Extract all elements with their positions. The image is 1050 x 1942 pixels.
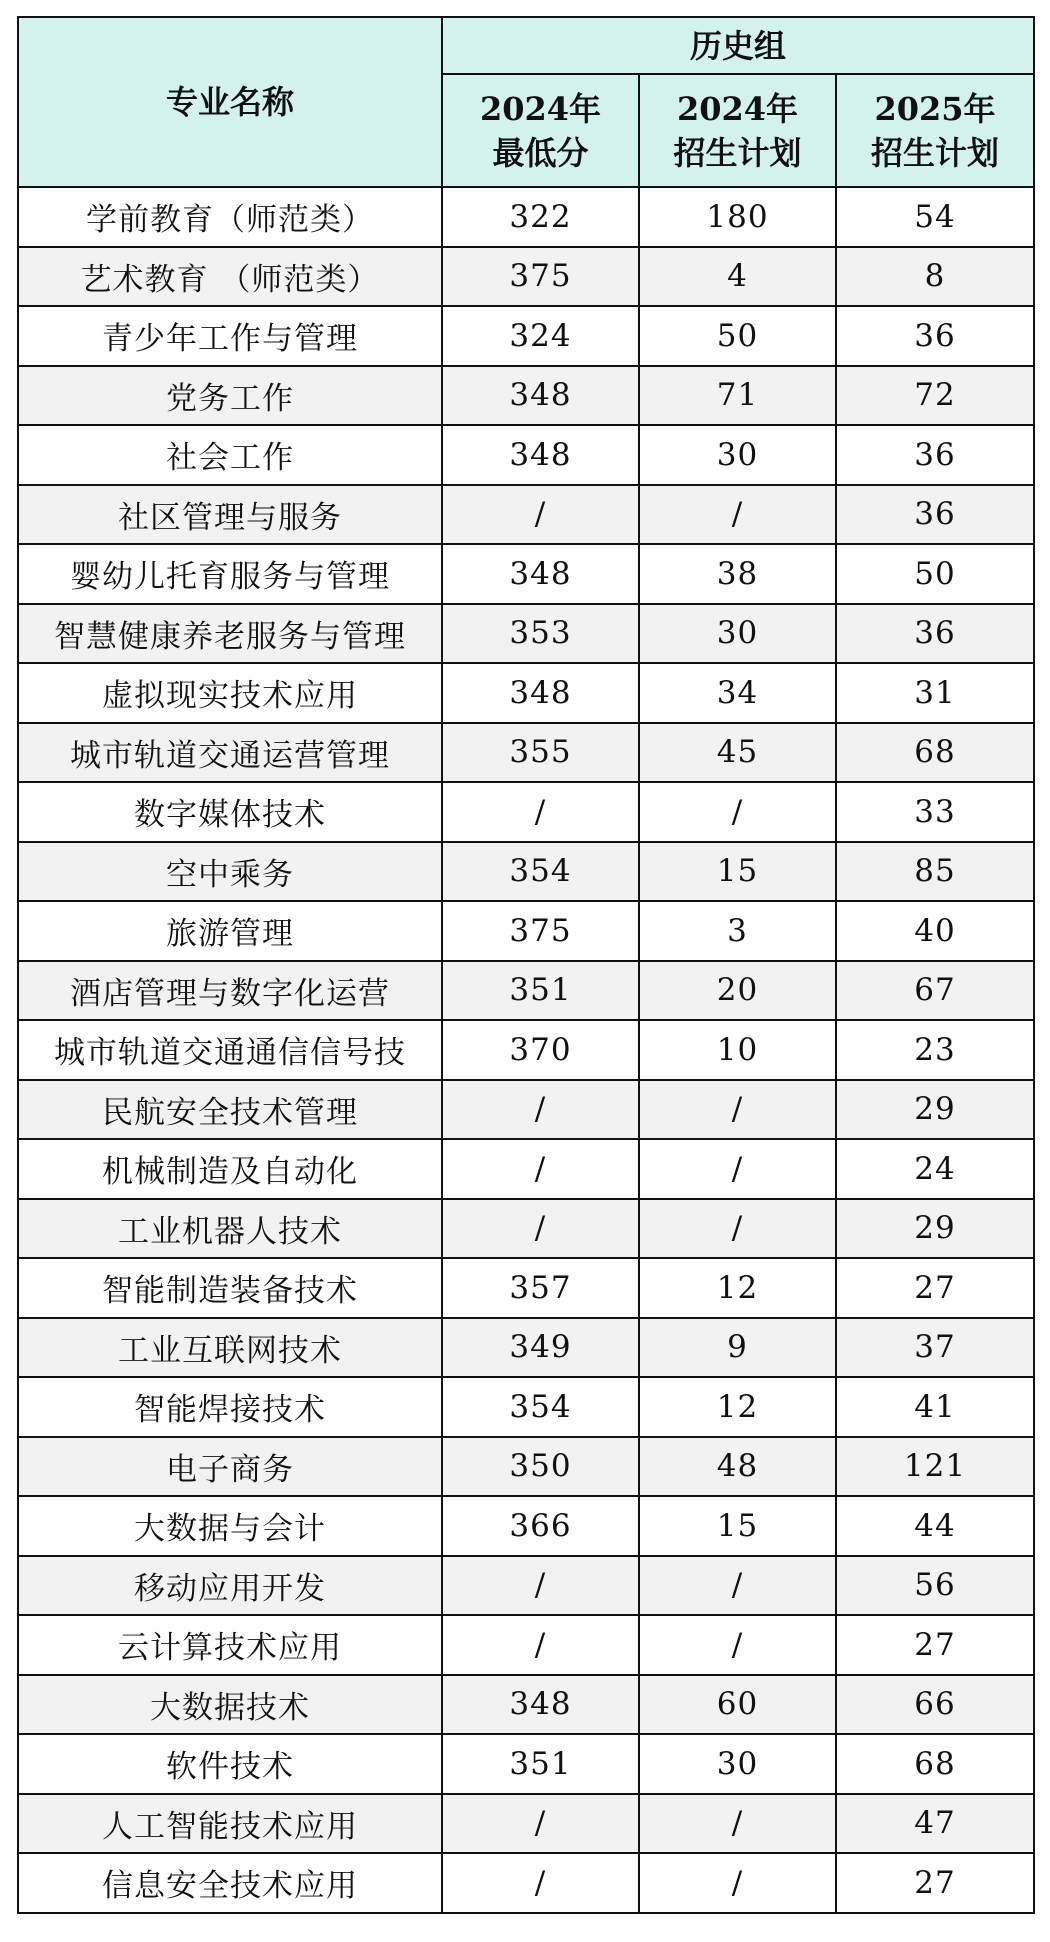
table-row (18, 1615, 1034, 1675)
table-row (18, 485, 1034, 545)
plan-2024-cell: / (639, 1139, 836, 1199)
min-score-2024-cell: / (442, 1556, 639, 1616)
major-name-cell: 虚拟现实技术应用 (18, 663, 442, 723)
min-score-2024-cell: 375 (442, 247, 639, 307)
table-row (18, 1258, 1034, 1318)
major-name-cell: 酒店管理与数字化运营 (18, 961, 442, 1021)
major-name-cell: 工业互联网技术 (18, 1318, 442, 1378)
major-name-cell: 青少年工作与管理 (18, 306, 442, 366)
table-row (18, 187, 1034, 247)
table-row (18, 1199, 1034, 1259)
plan-2025-cell: 36 (836, 485, 1034, 545)
min-score-2024-cell: 348 (442, 1675, 639, 1735)
plan-2025-cell: 29 (836, 1199, 1034, 1259)
table-row (18, 604, 1034, 664)
plan-2025-cell: 36 (836, 604, 1034, 664)
plan-2025-cell: 66 (836, 1675, 1034, 1735)
plan-2025-cell: 36 (836, 425, 1034, 485)
plan-2024-cell: 50 (639, 306, 836, 366)
plan-2024-cell: / (639, 1794, 836, 1854)
major-name-cell: 艺术教育 （师范类） (18, 247, 442, 307)
plan-2024-cell: 10 (639, 1020, 836, 1080)
min-score-2024-cell: / (442, 1615, 639, 1675)
min-score-2024-cell: 324 (442, 306, 639, 366)
header-line: 2024年 (479, 89, 602, 128)
table-row (18, 663, 1034, 723)
plan-2024-cell: 45 (639, 723, 836, 783)
plan-2025-cell: 121 (836, 1437, 1034, 1497)
major-name-cell: 城市轨道交通通信信号技 (18, 1020, 442, 1080)
table-row (18, 901, 1034, 961)
table-row (18, 306, 1034, 366)
plan-2025-cell: 8 (836, 247, 1034, 307)
table-row (18, 1020, 1034, 1080)
plan-2025-cell: 72 (836, 366, 1034, 426)
plan-2024-cell: 15 (639, 1496, 836, 1556)
table-body (18, 187, 1034, 1913)
min-score-2024-cell: 353 (442, 604, 639, 664)
table-row (18, 723, 1034, 783)
plan-2024-cell: 12 (639, 1377, 836, 1437)
plan-2025-cell: 27 (836, 1615, 1034, 1675)
major-name-cell: 社区管理与服务 (18, 485, 442, 545)
major-name-cell: 云计算技术应用 (18, 1615, 442, 1675)
history-group-header: 历史组 (442, 17, 1034, 74)
header-line: 2024年 (676, 89, 799, 128)
min-score-2024-cell: / (442, 485, 639, 545)
plan-2025-cell: 36 (836, 306, 1034, 366)
major-name-cell: 社会工作 (18, 425, 442, 485)
min-score-2024-cell: 351 (442, 961, 639, 1021)
min-score-2024-cell: 348 (442, 663, 639, 723)
plan-2025-cell: 23 (836, 1020, 1034, 1080)
min-score-2024-cell: 355 (442, 723, 639, 783)
table-row (18, 1080, 1034, 1140)
major-name-cell: 空中乘务 (18, 842, 442, 902)
plan-2025-cell: 37 (836, 1318, 1034, 1378)
plan-2025-cell: 27 (836, 1258, 1034, 1318)
header-line: 招生计划 (870, 133, 999, 172)
plan-2025-cell: 85 (836, 842, 1034, 902)
plan-2025-cell: 24 (836, 1139, 1034, 1199)
plan-2024-cell: 34 (639, 663, 836, 723)
table-row (18, 961, 1034, 1021)
min-score-2024-cell: / (442, 1139, 639, 1199)
table-row (18, 1377, 1034, 1437)
plan-2024-cell: 38 (639, 544, 836, 604)
plan-2024-cell: 30 (639, 604, 836, 664)
table-header (18, 17, 1034, 187)
min-score-2024-cell: 348 (442, 544, 639, 604)
plan-2025-cell: 67 (836, 961, 1034, 1021)
plan-2025-cell: 31 (836, 663, 1034, 723)
plan-2024-cell: / (639, 1853, 836, 1913)
major-name-cell: 大数据与会计 (18, 1496, 442, 1556)
min-score-2024-cell: 375 (442, 901, 639, 961)
header-line: 2025年 (874, 89, 996, 128)
min-score-2024-cell: 351 (442, 1734, 639, 1794)
plan-2025-cell: 27 (836, 1853, 1034, 1913)
major-name-cell: 工业机器人技术 (18, 1199, 442, 1259)
plan-2025-cell: 41 (836, 1377, 1034, 1437)
plan-2024-cell: 71 (639, 366, 836, 426)
min-score-2024-cell: 354 (442, 842, 639, 902)
plan-2024-cell: 15 (639, 842, 836, 902)
major-name-header: 专业名称 (18, 17, 442, 187)
table-row (18, 1139, 1034, 1199)
plan-2025-cell: 47 (836, 1794, 1034, 1854)
admissions-table (17, 16, 1035, 1914)
min-score-2024-cell: / (442, 1853, 639, 1913)
min-score-2024-cell: / (442, 1199, 639, 1259)
table-row (18, 366, 1034, 426)
table-row (18, 425, 1034, 485)
major-name-cell: 学前教育（师范类） (18, 187, 442, 247)
table-row (18, 1556, 1034, 1616)
plan-2024-cell: 180 (639, 187, 836, 247)
min-score-2024-cell: 366 (442, 1496, 639, 1556)
plan-2024-cell: / (639, 1615, 836, 1675)
plan-2025-cell: 40 (836, 901, 1034, 961)
major-name-cell: 信息安全技术应用 (18, 1853, 442, 1913)
header-line: 最低分 (492, 133, 589, 172)
plan-2025-header (836, 74, 1034, 187)
plan-2025-cell: 68 (836, 723, 1034, 783)
min-score-2024-cell: / (442, 782, 639, 842)
header-line: 招生计划 (673, 133, 802, 172)
table-row (18, 1437, 1034, 1497)
major-name-cell: 人工智能技术应用 (18, 1794, 442, 1854)
min-score-2024-cell: 348 (442, 366, 639, 426)
plan-2025-cell: 29 (836, 1080, 1034, 1140)
plan-2024-cell: 9 (639, 1318, 836, 1378)
major-name-cell: 智能焊接技术 (18, 1377, 442, 1437)
plan-2024-cell: 20 (639, 961, 836, 1021)
table-row (18, 1734, 1034, 1794)
table-row (18, 247, 1034, 307)
major-name-cell: 婴幼儿托育服务与管理 (18, 544, 442, 604)
major-name-cell: 城市轨道交通运营管理 (18, 723, 442, 783)
table-row (18, 544, 1034, 604)
table-row (18, 842, 1034, 902)
plan-2024-cell: / (639, 1080, 836, 1140)
plan-2024-cell: / (639, 1556, 836, 1616)
min-score-2024-header (442, 74, 639, 187)
table-row (18, 1496, 1034, 1556)
plan-2024-cell: 48 (639, 1437, 836, 1497)
plan-2024-cell: 60 (639, 1675, 836, 1735)
table-row (18, 1318, 1034, 1378)
min-score-2024-cell: 348 (442, 425, 639, 485)
major-name-cell: 旅游管理 (18, 901, 442, 961)
plan-2024-header (639, 74, 836, 187)
min-score-2024-cell: / (442, 1794, 639, 1854)
plan-2025-cell: 68 (836, 1734, 1034, 1794)
table-row (18, 1853, 1034, 1913)
plan-2024-cell: 12 (639, 1258, 836, 1318)
min-score-2024-cell: 349 (442, 1318, 639, 1378)
plan-2024-cell: / (639, 485, 836, 545)
table-row (18, 1675, 1034, 1735)
major-name-cell: 电子商务 (18, 1437, 442, 1497)
min-score-2024-cell: 357 (442, 1258, 639, 1318)
plan-2024-cell: 3 (639, 901, 836, 961)
plan-2025-cell: 54 (836, 187, 1034, 247)
plan-2025-cell: 44 (836, 1496, 1034, 1556)
plan-2025-cell: 33 (836, 782, 1034, 842)
major-name-cell: 软件技术 (18, 1734, 442, 1794)
major-name-cell: 智慧健康养老服务与管理 (18, 604, 442, 664)
plan-2024-cell: / (639, 782, 836, 842)
table-row (18, 1794, 1034, 1854)
plan-2024-cell: 30 (639, 1734, 836, 1794)
admissions-table-container (17, 16, 1033, 1914)
min-score-2024-cell: 322 (442, 187, 639, 247)
major-name-cell: 智能制造装备技术 (18, 1258, 442, 1318)
major-name-cell: 移动应用开发 (18, 1556, 442, 1616)
min-score-2024-cell: 370 (442, 1020, 639, 1080)
major-name-cell: 机械制造及自动化 (18, 1139, 442, 1199)
min-score-2024-cell: 350 (442, 1437, 639, 1497)
major-name-cell: 大数据技术 (18, 1675, 442, 1735)
table-row (18, 782, 1034, 842)
min-score-2024-cell: / (442, 1080, 639, 1140)
major-name-cell: 党务工作 (18, 366, 442, 426)
major-name-cell: 数字媒体技术 (18, 782, 442, 842)
plan-2025-cell: 56 (836, 1556, 1034, 1616)
plan-2024-cell: / (639, 1199, 836, 1259)
plan-2025-cell: 50 (836, 544, 1034, 604)
min-score-2024-cell: 354 (442, 1377, 639, 1437)
major-name-cell: 民航安全技术管理 (18, 1080, 442, 1140)
plan-2024-cell: 4 (639, 247, 836, 307)
plan-2024-cell: 30 (639, 425, 836, 485)
